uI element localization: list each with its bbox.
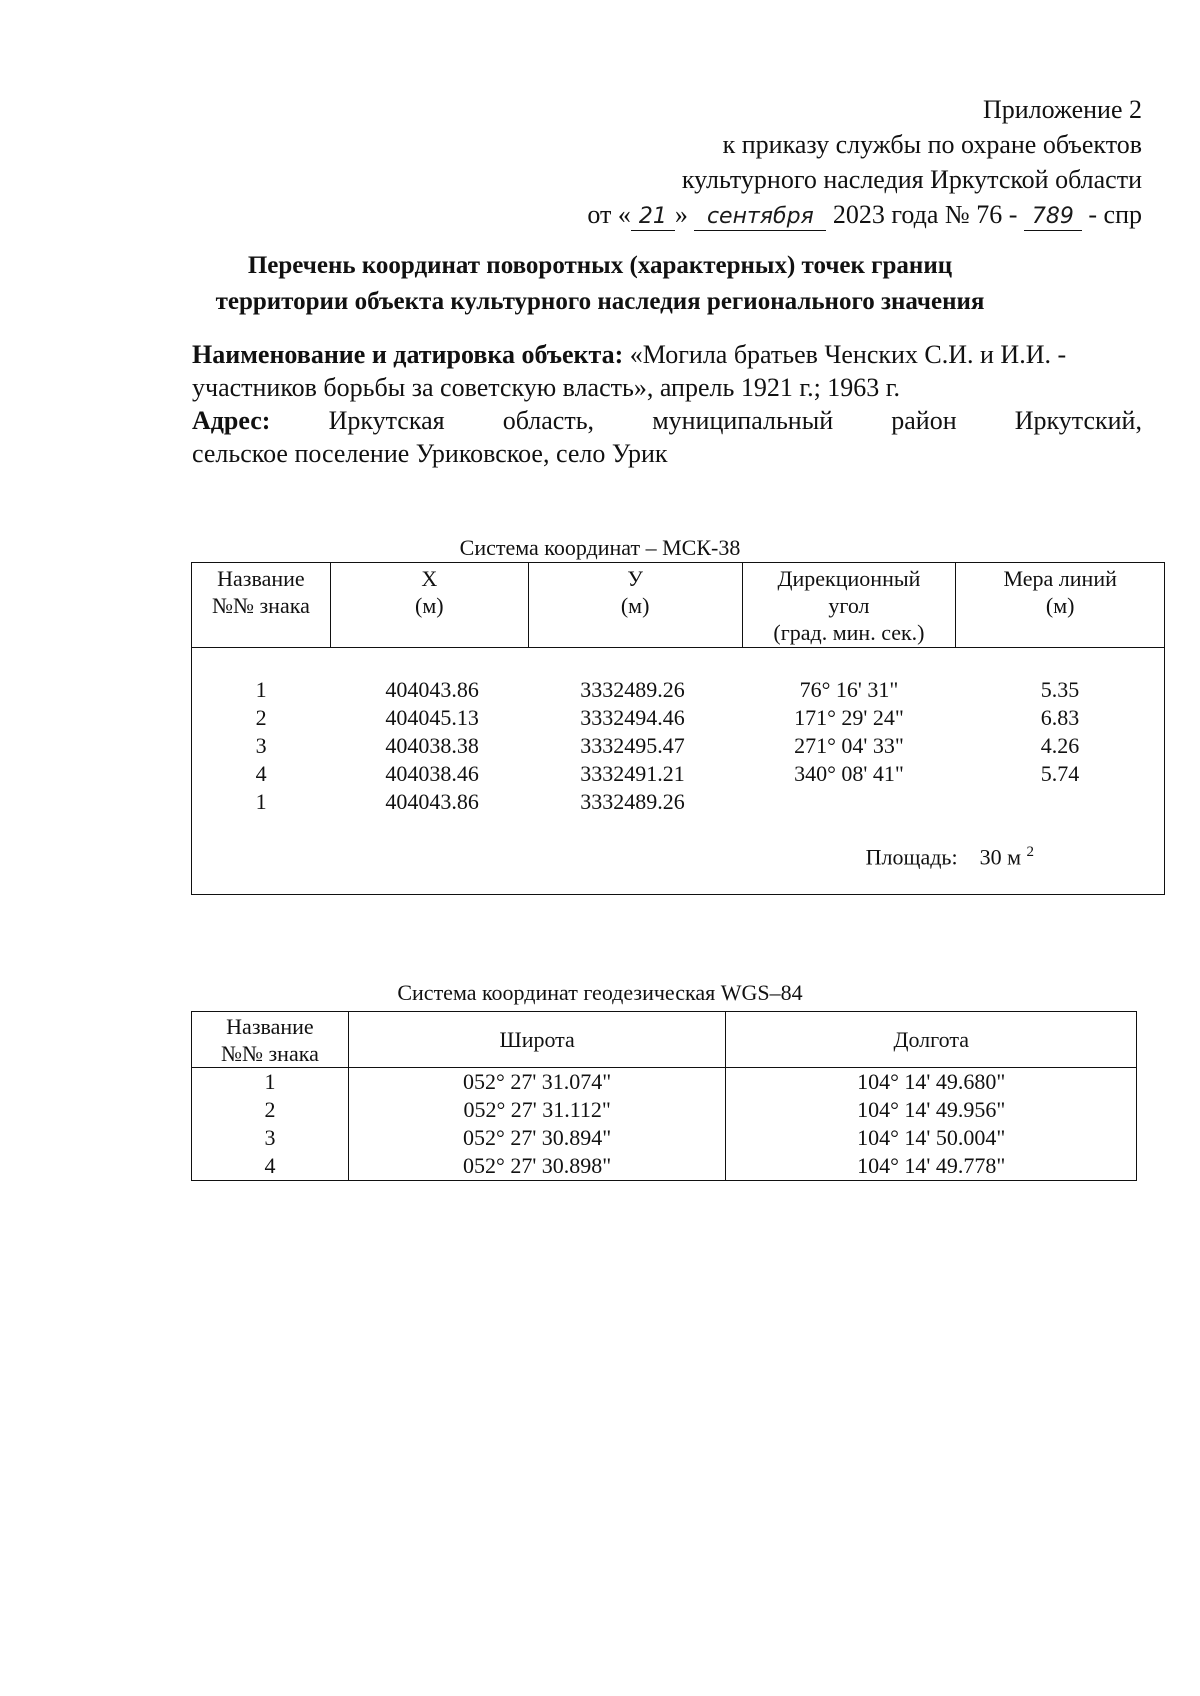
length-value: 5.35 [1040, 677, 1080, 702]
table-row [192, 732, 1165, 760]
x-value: 404045.13 [385, 705, 479, 730]
y-value: 3332489.26 [580, 677, 685, 702]
document-title [0, 248, 1200, 320]
address-word: район [891, 406, 957, 435]
longitude-value: 104° 14' 49.778" [857, 1153, 1006, 1178]
header-point-number: Название №№ знака [192, 563, 331, 648]
header-longitude: Долгота [726, 1012, 1137, 1068]
table-row [192, 704, 1165, 732]
object-name-value: «Могила братьев Ченских С.И. и И.И. - участников борьбы за советскую власть», апрель 1921 г.; 1963 г. [192, 340, 1067, 402]
appendix-authority-line: культурного наследия Иркутской области [681, 165, 1142, 194]
address-label: Адрес: [192, 406, 271, 435]
length-value: 4.26 [1040, 733, 1080, 758]
object-name-paragraph [192, 338, 1142, 404]
x-value: 404038.46 [385, 761, 479, 786]
angle-value: 340° 08' 41" [794, 761, 904, 786]
title-line-2: территории объекта культурного наследия регионального значения [215, 288, 985, 315]
point-number: 4 [192, 1152, 349, 1181]
table-row [192, 676, 1165, 704]
latitude-value: 052° 27' 31.112" [348, 1096, 726, 1124]
msk-coordinates-table [191, 562, 1165, 895]
wgs-table-caption: Система координат геодезическая WGS–84 [397, 980, 803, 1005]
date-prefix: от « [587, 200, 631, 229]
table-row [192, 1124, 1137, 1152]
area-label: Площадь: [865, 844, 958, 870]
header-line-length: Мера линий (м) [956, 563, 1165, 648]
wgs-coordinates-table [191, 1011, 1137, 1181]
address-line-2: сельское поселение Уриковское, село Урик [192, 439, 668, 468]
area-row [192, 816, 1165, 895]
point-number: 3 [192, 1124, 349, 1152]
x-value: 404043.86 [385, 677, 479, 702]
header-latitude: Широта [348, 1012, 726, 1068]
longitude-value: 104° 14' 49.680" [857, 1069, 1006, 1094]
table-row [192, 1152, 1137, 1181]
latitude-value: 052° 27' 30.898" [348, 1152, 726, 1181]
x-value: 404038.38 [385, 733, 479, 758]
spacer-row [192, 648, 1165, 677]
header-direction-angle: Дирекционный угол (град. мин. сек.) [742, 563, 956, 648]
angle-value: 171° 29' 24" [794, 705, 904, 730]
address-word: область, [502, 406, 595, 435]
y-value: 3332491.21 [580, 761, 685, 786]
point-number: 2 [192, 1096, 349, 1124]
point-number: 2 [255, 705, 267, 730]
y-value: 3332489.26 [580, 789, 685, 814]
wgs-header-row [192, 1012, 1137, 1068]
area-value: 30 м [979, 844, 1021, 870]
address-line-1 [192, 404, 1142, 437]
length-value: 6.83 [1040, 705, 1080, 730]
address-word: Иркутская [328, 406, 445, 435]
y-value: 3332495.47 [580, 733, 685, 758]
handwritten-day: 21 [631, 204, 675, 231]
latitude-value: 052° 27' 31.074" [348, 1068, 726, 1097]
address-word: муниципальный [652, 406, 834, 435]
object-name-label: Наименование и датировка объекта: [192, 340, 624, 369]
header-x: X (м) [330, 563, 528, 648]
angle-value: 271° 04' 33" [794, 733, 904, 758]
handwritten-order-number: 789 [1024, 204, 1082, 231]
date-day-suffix: » [674, 200, 688, 229]
point-number: 4 [255, 761, 267, 786]
x-value: 404043.86 [385, 789, 479, 814]
point-number: 1 [255, 789, 267, 814]
appendix-title: Приложение 2 [982, 95, 1142, 124]
header-y: У (м) [528, 563, 742, 648]
object-info [192, 338, 1142, 470]
latitude-value: 052° 27' 30.894" [348, 1124, 726, 1152]
appendix-order-line: к приказу службы по охране объектов [722, 130, 1142, 159]
length-value [956, 788, 1165, 816]
title-line-1: Перечень координат поворотных (характерных) точек границ [247, 252, 953, 279]
area-unit-exponent: 2 [1026, 844, 1034, 861]
header-point-number: Название №№ знака [192, 1012, 349, 1068]
angle-value: 76° 16' 31" [799, 677, 899, 702]
msk-header-row [192, 563, 1165, 648]
address-word: Иркутский, [1014, 406, 1142, 435]
table-row [192, 760, 1165, 788]
table-row [192, 1068, 1137, 1097]
y-value: 3332494.46 [580, 705, 685, 730]
longitude-value: 104° 14' 49.956" [857, 1097, 1006, 1122]
appendix-date-line [587, 197, 1142, 232]
order-suffix: - спр [1088, 200, 1142, 229]
msk-table-caption: Система координат – МСК-38 [459, 535, 741, 560]
point-number: 1 [255, 677, 267, 702]
table-row [192, 1096, 1137, 1124]
handwritten-month: сентября [694, 204, 826, 231]
point-number: 1 [192, 1068, 349, 1097]
longitude-value: 104° 14' 50.004" [857, 1125, 1006, 1150]
table-row [192, 788, 1165, 816]
length-value: 5.74 [1040, 761, 1080, 786]
area-cell [192, 816, 1165, 895]
appendix-header [587, 92, 1142, 232]
angle-value [742, 788, 956, 816]
point-number: 3 [255, 733, 267, 758]
year-order-text: 2023 года № 76 - [832, 200, 1018, 229]
